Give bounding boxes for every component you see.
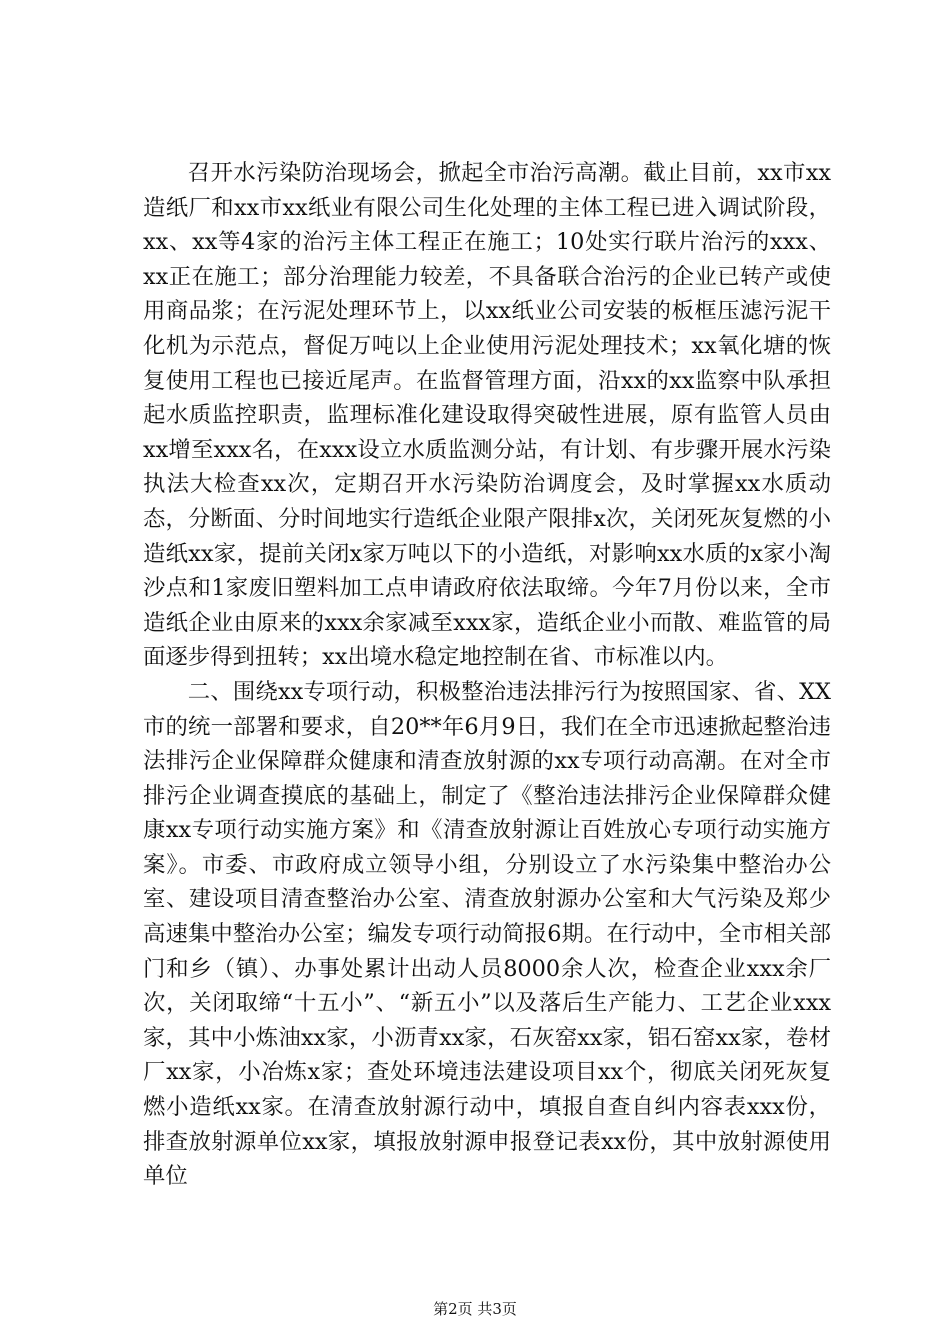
document-body: [143, 156, 831, 1194]
page-number-footer: 第2页 共3页: [433, 1300, 517, 1318]
paragraph-1: 召开水污染防治现场会，掀起全市治污高潮。截止目前，xx市xx造纸厂和xx市xx纸业有限公司生化处理的主体工程已进入调试阶段，xx、xx等4家的治污主体工程正在施工；10处实行联片治污的xxx、xx正在施工；部分治理能力较差，不具备联合治污的企业已转产或使用商品浆；在污泥处理环节上，以xx纸业公司安装的板框压滤污泥干化机为示范点，督促万吨以上企业使用污泥处理技术；xx氧化塘的恢复使用工程也已接近尾声。在监督管理方面，沿xx的xx监察中队承担起水质监控职责，监理标准化建设取得突破性进展，原有监管人员由xx增至xxx名，在xxx设立水质监测分站，有计划、有步骤开展水污染执法大检查xx次，定期召开水污染防治调度会，及时掌握xx水质动态，分断面、分时间地实行造纸企业限产限排x次，关闭死灰复燃的小造纸xx家，提前关闭x家万吨以下的小造纸，对影响xx水质的x家小淘沙点和1家废旧塑料加工点申请政府依法取缔。今年7月份以来，全市造纸企业由原来的xxx余家减至xxx家，造纸企业小而散、难监管的局面逐步得到扭转；xx出境水稳定地控制在省、市标准以内。: [143, 160, 831, 671]
paragraph-2: 二、围绕xx专项行动，积极整治违法排污行为按照国家、省、XX市的统一部署和要求，自20**年6月9日，我们在全市迅速掀起整治违法排污企业保障群众健康和清查放射源的xx专项行动高潮。在对全市排污企业调查摸底的基础上，制定了《整治违法排污企业保障群众健康xx专项行动实施方案》和《清查放射源让百姓放心专项行动实施方案》。市委、市政府成立领导小组，分别设立了水污染集中整治办公室、建设项目清查整治办公室、清查放射源办公室和大气污染及郑少高速集中整治办公室；编发专项行动简报6期。在行动中，全市相关部门和乡（镇）、办事处累计出动人员8000余人次，检查企业xxx余厂次，关闭取缔“十五小”、“新五小”以及落后生产能力、工艺企业xxx家，其中小炼油xx家，小沥青xx家，石灰窑xx家，铝石窑xx家，卷材厂xx家，小冶炼x家；查处环境违法建设项目xx个，彻底关闭死灰复燃小造纸xx家。在清查放射源行动中，填报自查自纠内容表xxx份，排查放射源单位xx家，填报放射源申报登记表xx份，其中放射源使用单位: [143, 678, 831, 1190]
